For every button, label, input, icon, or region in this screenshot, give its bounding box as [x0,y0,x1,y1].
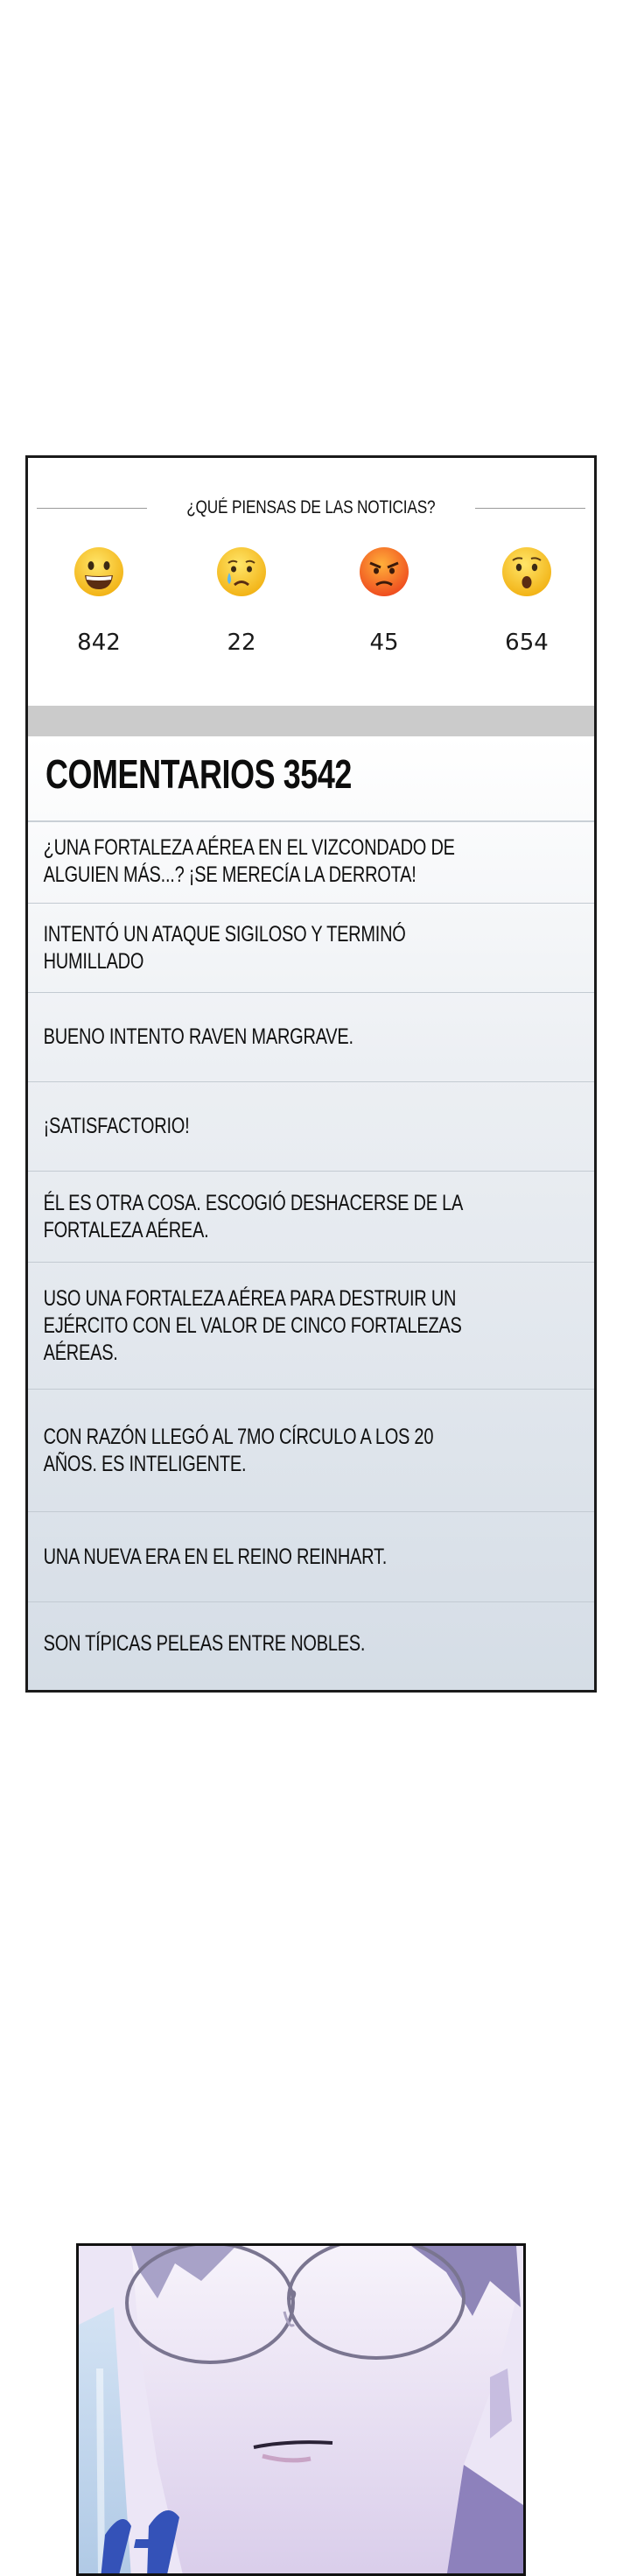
comment-text: UNA NUEVA ERA EN EL REINO REINHART. [43,1544,388,1569]
comments-section [28,736,594,1690]
section-divider-bar [28,706,594,736]
comment-item[interactable] [28,1082,594,1172]
comment-text: ¿UNA FORTALEZA AÉREA EN EL VIZCONDADO DE ALGUIEN MÁS...? ¡SE MERECÍA LA DERROTA! [43,835,455,887]
comments-header [28,736,594,822]
comment-item[interactable] [28,1390,594,1512]
comment-text: BUENO INTENTO RAVEN MARGRAVE. [43,1024,354,1049]
news-question [28,495,594,521]
reaction-count: 45 [369,630,399,656]
comment-text: SON TÍPICAS PELEAS ENTRE NOBLES. [43,1631,366,1656]
comic-illustration [79,2246,526,2576]
comment-item[interactable] [28,1602,594,1686]
divider-line-right [475,508,585,509]
comment-item[interactable] [28,993,594,1082]
angry-face-icon [358,545,410,598]
comment-text: ÉL ES OTRA COSA. ESCOGIÓ DESHACERSE DE LA FORTALEZA AÉREA. [43,1190,463,1242]
comment-item[interactable] [28,1263,594,1390]
reaction-crying[interactable] [198,545,285,656]
crying-face-icon [215,545,268,598]
comment-item[interactable] [28,820,594,904]
grinning-face-icon [73,545,125,598]
comments-title: COMENTARIOS 3542 [46,751,352,797]
comment-item[interactable] [28,904,594,993]
comment-text: CON RAZÓN LLEGÓ AL 7MO CÍRCULO A LOS 20 AÑOS. ES INTELIGENTE. [43,1424,434,1476]
news-question-text: ¿QUÉ PIENSAS DE LAS NOTICIAS? [186,497,436,517]
reaction-count: 654 [505,630,549,656]
comic-panel [76,2243,526,2576]
comment-text: USO UNA FORTALEZA AÉREA PARA DESTRUIR UN EJÉRCITO CON EL VALOR DE CINCO FORTALEZAS AÉREAS. [43,1285,462,1365]
comment-item[interactable] [28,1172,594,1263]
reaction-list [28,545,594,686]
divider-line-left [37,508,147,509]
reaction-count: 22 [227,630,256,656]
comment-text: ¡SATISFACTORIO! [43,1114,190,1138]
reaction-grinning[interactable] [55,545,143,656]
reaction-angry[interactable] [340,545,428,656]
news-comments-panel [25,455,597,1693]
reaction-surprised[interactable] [483,545,570,656]
comment-item[interactable] [28,1512,594,1602]
reaction-count: 842 [77,630,121,656]
comment-text: INTENTÓ UN ATAQUE SIGILOSO Y TERMINÓ HUMILLADO [43,921,406,974]
surprised-face-icon [500,545,553,598]
